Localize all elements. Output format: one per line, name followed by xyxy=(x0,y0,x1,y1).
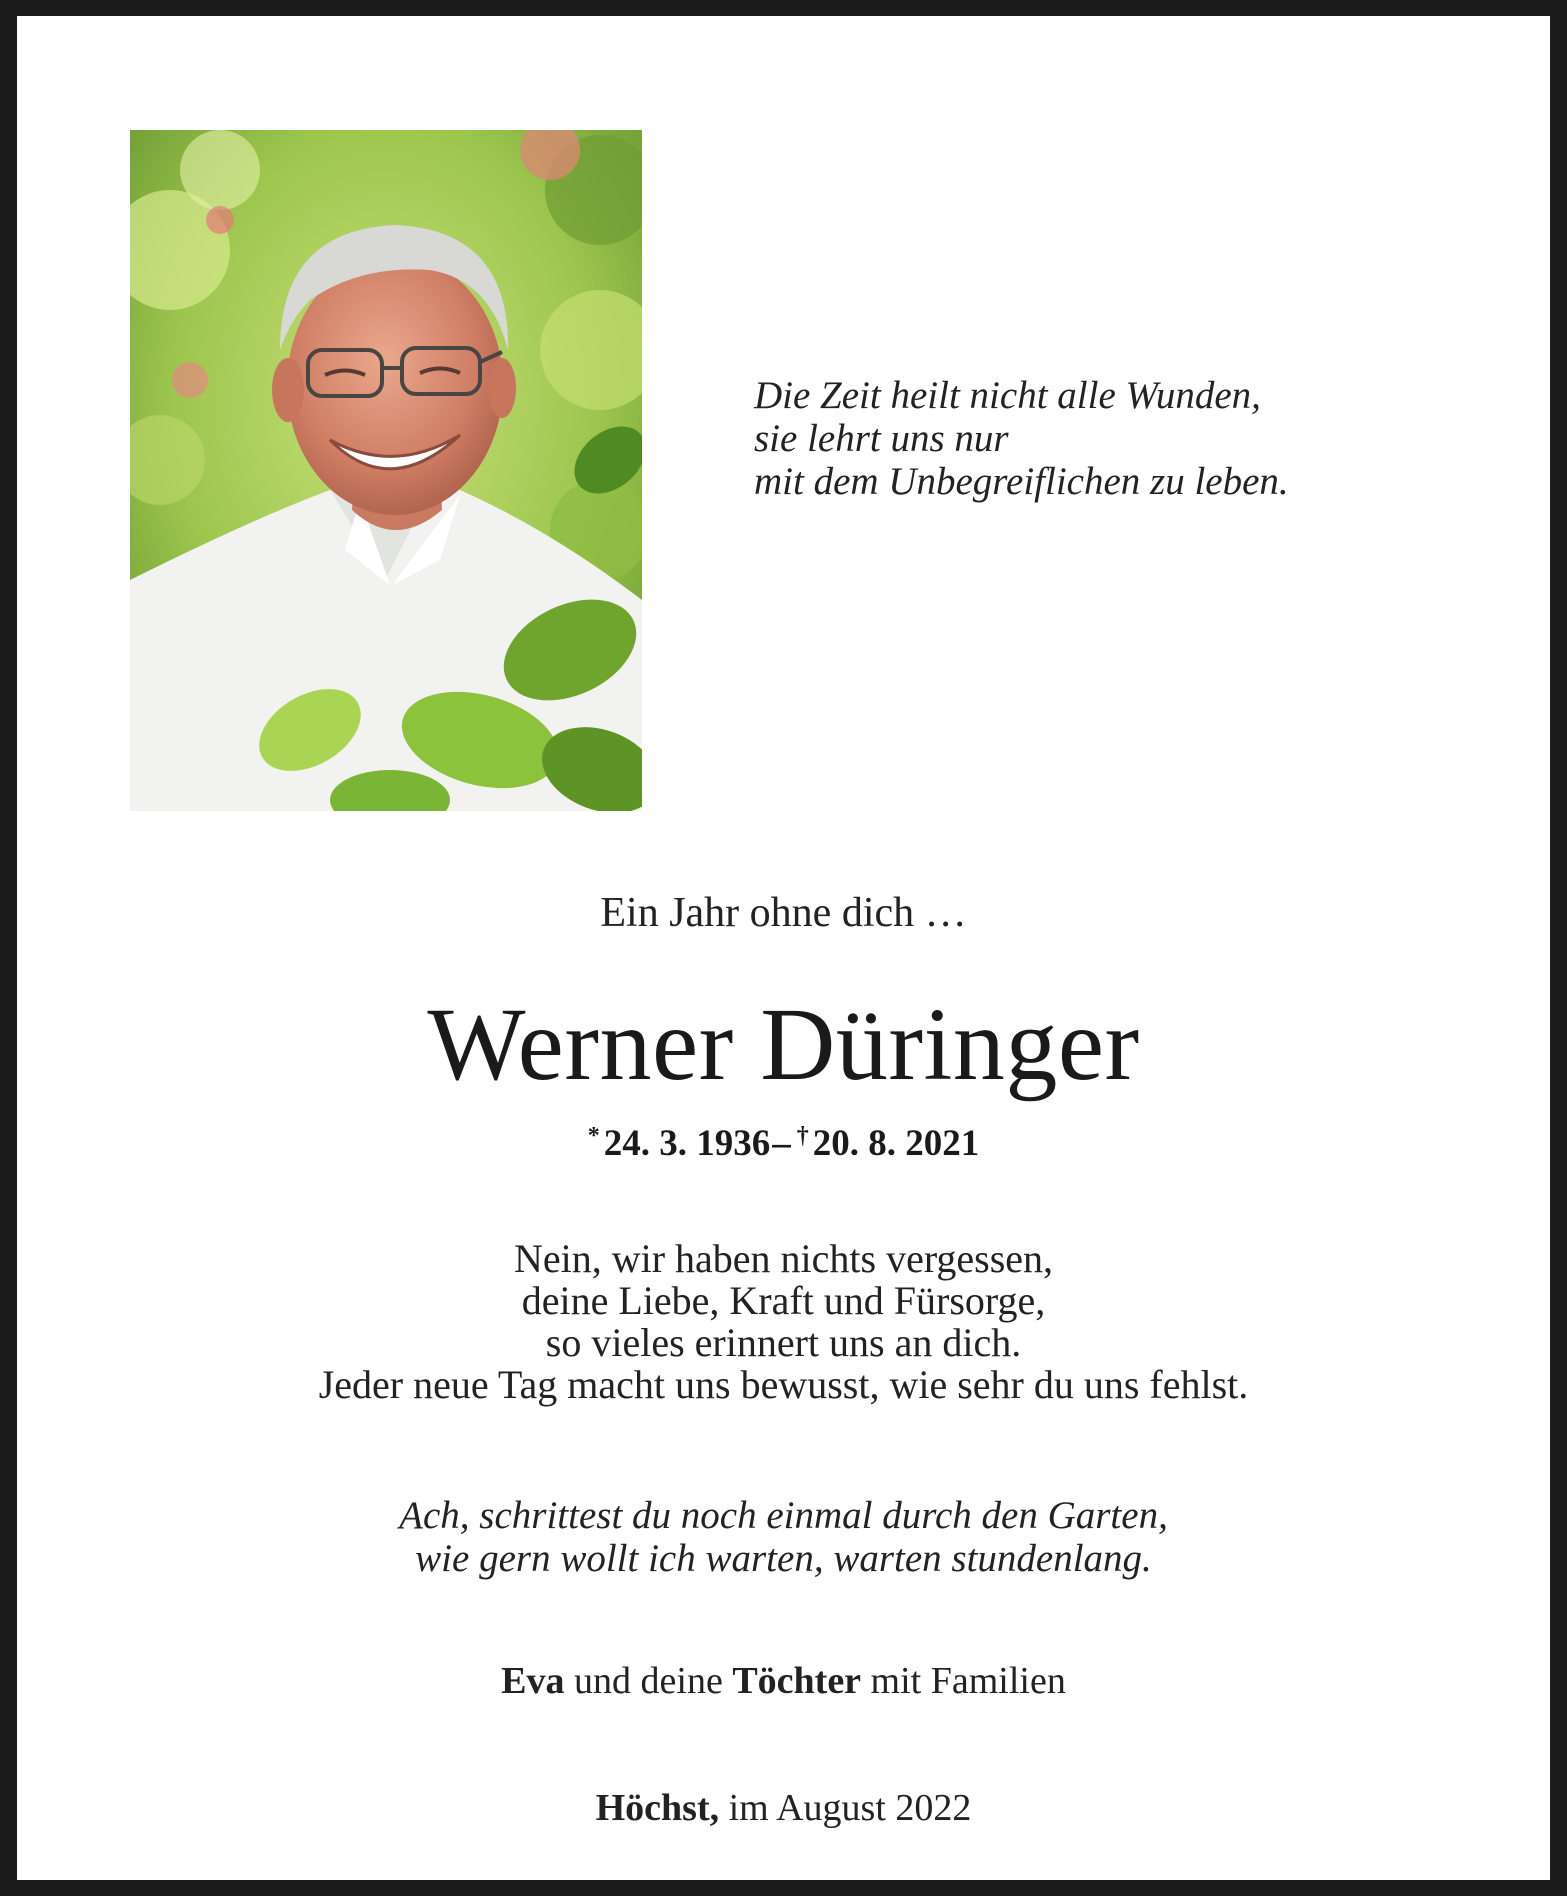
family-text: mit Familien xyxy=(861,1660,1066,1702)
opening-quote xyxy=(754,374,1454,503)
verse-line: Ach, schrittest du noch einmal durch den Garten, xyxy=(399,1494,1168,1537)
life-dates xyxy=(0,1112,1567,1168)
place-town: Höchst, xyxy=(595,1787,720,1829)
memorial-poem xyxy=(0,1238,1567,1406)
family-name-eva: Eva xyxy=(501,1660,565,1702)
poem-line: so vieles erinnert uns an dich. xyxy=(545,1320,1022,1365)
portrait-photo-icon xyxy=(130,130,642,811)
death-symbol: † xyxy=(796,1123,809,1149)
poem-line: deine Liebe, Kraft und Fürsorge, xyxy=(521,1278,1046,1323)
portrait-photo xyxy=(130,130,642,811)
deceased-name: Werner Düringer xyxy=(427,987,1140,1102)
date-separator: – xyxy=(772,1123,791,1164)
family-name-daughters: Töchter xyxy=(732,1660,862,1702)
birth-date: 24. 3. 1936 xyxy=(603,1123,771,1164)
family-signature xyxy=(0,1657,1567,1705)
verse-line: wie gern wollt ich warten, warten stundenlang. xyxy=(415,1537,1152,1580)
quote-line: sie lehrt uns nur xyxy=(754,417,1009,460)
death-date: 20. 8. 2021 xyxy=(812,1123,980,1164)
place-month: im August 2022 xyxy=(719,1787,972,1829)
poem-line: Jeder neue Tag macht uns bewusst, wie sehr du uns fehlst. xyxy=(318,1362,1249,1407)
intro-line: Ein Jahr ohne dich … xyxy=(600,890,967,936)
italic-verse xyxy=(0,1494,1567,1580)
quote-line: mit dem Unbegreiflichen zu leben. xyxy=(754,460,1289,503)
quote-line: Die Zeit heilt nicht alle Wunden, xyxy=(754,374,1261,417)
place-date xyxy=(0,1784,1567,1832)
family-text: und deine xyxy=(564,1660,733,1702)
birth-symbol: * xyxy=(587,1123,600,1149)
poem-line: Nein, wir haben nichts vergessen, xyxy=(513,1236,1054,1281)
